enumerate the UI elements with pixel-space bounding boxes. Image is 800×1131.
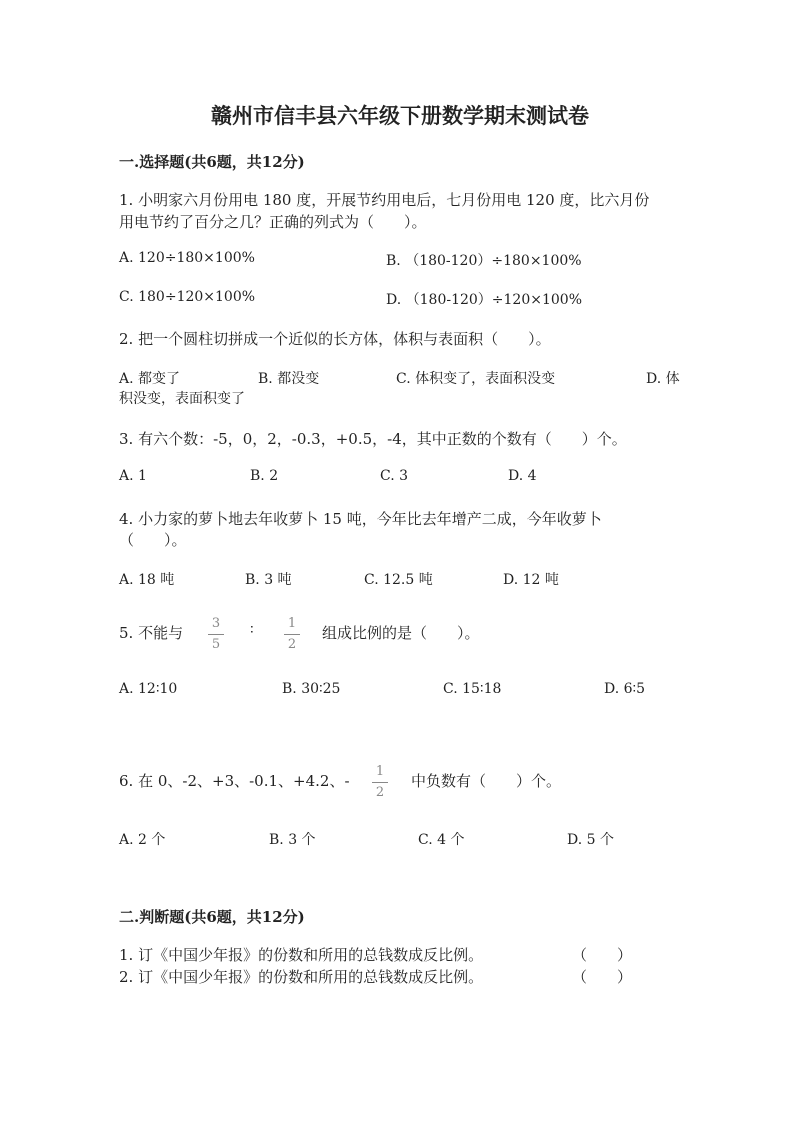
question-4-line-2: （ ）。 [119,531,187,549]
question-4-option-b: B. 3 吨 [245,572,292,588]
question-5-option-a: A. 12∶10 [119,681,178,697]
question-1-line-1: 1. 小明家六月份用电 180 度，开展节约用电后，七月份用电 120 度，比六月份 [119,191,650,209]
question-2-option-a: A. 都变了 [119,371,181,387]
fraction-three-fifths [208,616,224,653]
question-1-option-c: C. 180÷120×100% [119,289,256,305]
question-1-option-d: D. （180-120）÷120×100% [386,292,583,308]
question-6-prefix: 6. 在 0、-2、+3、-0.1、+4.2、- [119,772,350,790]
question-2: 2. 把一个圆柱切拼成一个近似的长方体，体积与表面积（ ）。 [119,330,551,348]
question-5-prefix: 5. 不能与 [119,624,184,642]
section-heading-judgment: 二.判断题(共6题，共12分) [119,908,305,926]
question-1-option-b: B. （180-120）÷180×100% [386,253,582,269]
question-6-option-b: B. 3 个 [269,832,316,848]
question-4-option-a: A. 18 吨 [119,572,175,588]
section-heading-choice: 一.选择题(共6题，共12分) [119,153,305,171]
question-6-suffix: 中负数有（ ）个。 [411,772,562,790]
page-title: 赣州市信丰县六年级下册数学期末测试卷 [211,103,589,128]
question-1-line-2: 用电节约了百分之几？正确的列式为（ ）。 [119,213,427,231]
question-3: 3. 有六个数：-5，0，2，-0.3，+0.5，-4，其中正数的个数有（ ）个。 [119,430,627,448]
fraction-numerator: 3 [211,616,221,631]
question-2-option-d-continued: 积没变，表面积变了 [119,391,245,407]
question-4-option-d: D. 12 吨 [503,572,559,588]
judgment-item-2-answer-blank: （ ） [572,968,633,986]
question-6-option-a: A. 2 个 [119,832,166,848]
question-2-option-c: C. 体积变了，表面积没变 [396,371,556,387]
judgment-item-2: 2. 订《中国少年报》的份数和所用的总钱数成反比例。 [119,968,484,986]
fraction-denominator: 5 [211,637,221,652]
judgment-item-1-answer-blank: （ ） [572,946,633,964]
question-4-line-1: 4. 小力家的萝卜地去年收萝卜 15 吨，今年比去年增产二成，今年收萝卜 [119,510,602,528]
fraction-denominator: 2 [375,785,385,800]
question-5-suffix: 组成比例的是（ ）。 [322,624,480,642]
question-3-option-b: B. 2 [250,468,279,484]
fraction-denominator: 2 [287,637,297,652]
question-2-option-d: D. 体 [646,371,680,387]
question-5-option-c: C. 15∶18 [443,681,502,697]
judgment-item-1: 1. 订《中国少年报》的份数和所用的总钱数成反比例。 [119,946,484,964]
fraction-one-half [372,764,388,801]
question-3-option-d: D. 4 [508,468,537,484]
question-5-option-b: B. 30∶25 [282,681,341,697]
fraction-one-half [284,616,300,653]
fraction-numerator: 1 [287,616,297,631]
question-5-option-d: D. 6∶5 [604,681,646,697]
question-3-option-c: C. 3 [380,468,409,484]
fraction-numerator: 1 [375,764,385,779]
question-6-option-d: D. 5 个 [567,832,614,848]
question-2-option-b: B. 都没变 [258,371,320,387]
question-3-option-a: A. 1 [119,468,147,484]
ratio-colon: ∶ [250,622,254,638]
fraction-bar [372,782,388,783]
fraction-bar [284,634,300,635]
question-6-option-c: C. 4 个 [418,832,465,848]
fraction-bar [208,634,224,635]
question-1-option-a: A. 120÷180×100% [119,250,255,266]
question-4-option-c: C. 12.5 吨 [364,572,433,588]
